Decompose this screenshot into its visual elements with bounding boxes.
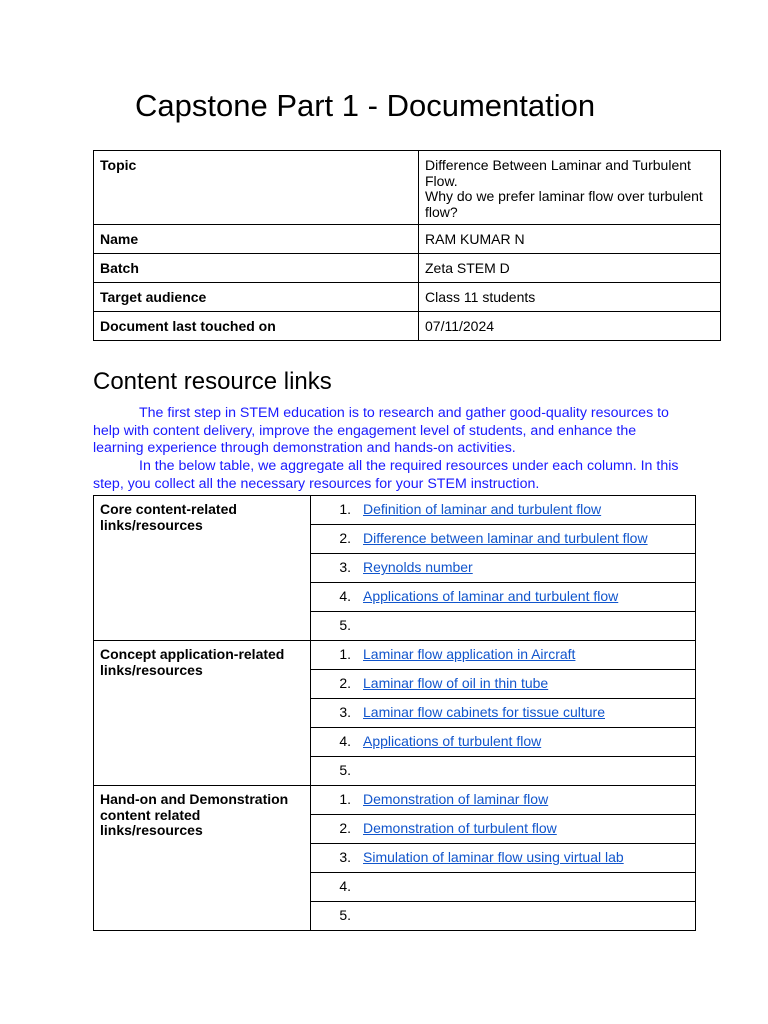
topic-line-1: Difference Between Laminar and Turbulent Flow.	[425, 157, 691, 189]
resource-row	[94, 496, 696, 525]
resource-link[interactable]: Applications of laminar and turbulent flow	[363, 588, 619, 605]
info-row-batch	[94, 254, 721, 283]
item-number: 5.	[339, 617, 351, 634]
batch-value: Zeta STEM D	[419, 254, 721, 283]
resource-row	[94, 641, 696, 670]
item-number: 1.	[339, 501, 351, 518]
item-number: 4.	[339, 588, 351, 605]
item-number: 3.	[339, 849, 351, 866]
resource-link[interactable]: Simulation of laminar flow using virtual lab	[363, 849, 624, 866]
resource-link[interactable]: Applications of turbulent flow	[363, 733, 542, 750]
resource-link-item[interactable]	[311, 525, 696, 554]
resource-link[interactable]: Reynolds number	[363, 559, 473, 576]
info-table	[93, 150, 721, 341]
section-heading: Content resource links	[93, 368, 332, 395]
intro-text	[93, 405, 683, 494]
resource-link-item[interactable]	[311, 670, 696, 699]
resource-link-item[interactable]	[311, 583, 696, 612]
resource-link-item[interactable]	[311, 641, 696, 670]
resource-empty-item	[311, 902, 696, 931]
page-title: Capstone Part 1 - Documentation	[135, 88, 596, 123]
resource-link-item[interactable]	[311, 728, 696, 757]
touched-label: Document last touched on	[94, 312, 419, 341]
resource-link[interactable]: Demonstration of laminar flow	[363, 791, 549, 808]
item-number: 2.	[339, 530, 351, 547]
resource-link[interactable]: Laminar flow cabinets for tissue culture	[363, 704, 605, 721]
item-number: 5.	[339, 762, 351, 779]
resource-link[interactable]: Demonstration of turbulent flow	[363, 820, 557, 837]
resource-link-item[interactable]	[311, 844, 696, 873]
item-number: 1.	[339, 646, 351, 663]
resource-link-item[interactable]	[311, 815, 696, 844]
resource-link-item[interactable]	[311, 699, 696, 728]
name-label: Name	[94, 225, 419, 254]
resource-empty-item	[311, 873, 696, 902]
item-number: 4.	[339, 733, 351, 750]
info-row-touched	[94, 312, 721, 341]
resource-empty-item	[311, 757, 696, 786]
info-row-name	[94, 225, 721, 254]
item-number: 1.	[339, 791, 351, 808]
resources-table	[93, 495, 696, 931]
item-number: 2.	[339, 820, 351, 837]
audience-value: Class 11 students	[419, 283, 721, 312]
touched-value: 07/11/2024	[419, 312, 721, 341]
info-row-audience	[94, 283, 721, 312]
resource-row	[94, 786, 696, 815]
intro-paragraph-1: The first step in STEM education is to research and gather good-quality resources to help with content delivery, improve the engagement level of students, and enhance the learning experience through demonstration and hands-on activities.	[93, 405, 669, 457]
resource-link[interactable]: Difference between laminar and turbulent flow	[363, 530, 648, 547]
resource-link[interactable]: Laminar flow application in Aircraft	[363, 646, 576, 663]
item-number: 3.	[339, 559, 351, 576]
category-handson: Hand-on and Demonstration content related links/resources	[94, 786, 311, 931]
resource-link[interactable]: Laminar flow of oil in thin tube	[363, 675, 549, 692]
topic-label: Topic	[94, 151, 419, 225]
resource-link-item[interactable]	[311, 554, 696, 583]
topic-value	[419, 151, 721, 225]
intro-paragraph-2: In the below table, we aggregate all the required resources under each column. In this step, you collect all the necessary resources for your STEM instruction.	[93, 458, 679, 492]
item-number: 2.	[339, 675, 351, 692]
topic-line-2: Why do we prefer laminar flow over turbulent flow?	[425, 188, 703, 220]
info-row-topic	[94, 151, 721, 225]
item-number: 4.	[339, 878, 351, 895]
resource-empty-item	[311, 612, 696, 641]
category-application: Concept application-related links/resources	[94, 641, 311, 786]
category-core: Core content-related links/resources	[94, 496, 311, 641]
batch-label: Batch	[94, 254, 419, 283]
item-number: 5.	[339, 907, 351, 924]
item-number: 3.	[339, 704, 351, 721]
resource-link[interactable]: Definition of laminar and turbulent flow	[363, 501, 602, 518]
resource-link-item[interactable]	[311, 786, 696, 815]
name-value: RAM KUMAR N	[419, 225, 721, 254]
resource-link-item[interactable]	[311, 496, 696, 525]
audience-label: Target audience	[94, 283, 419, 312]
